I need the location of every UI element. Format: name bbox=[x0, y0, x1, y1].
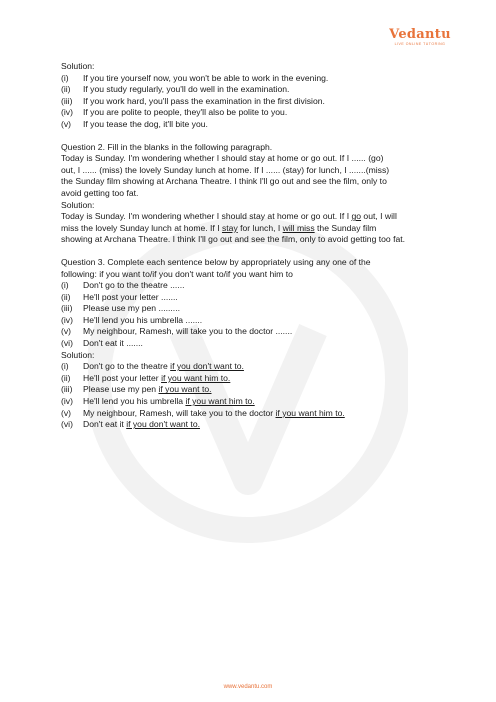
q1-solution-heading: Solution: bbox=[61, 61, 95, 71]
list-item: (i) Don't go to the theatre if you don't want to. bbox=[61, 361, 244, 372]
list-item: (iii) If you work hard, you'll pass the examination in the first division. bbox=[61, 95, 325, 106]
q2-paragraph-line: Today is Sunday. I'm wondering whether I should stay at home or go out. If I ...... (go) bbox=[61, 153, 384, 164]
q2-solution-line: miss the lovely Sunday lunch at home. If I stay for lunch, I will miss the Sunday film bbox=[61, 222, 377, 233]
q3-heading: following: if you want to/if you don't want to/if you want him to bbox=[61, 268, 293, 279]
list-item: (v) If you tease the dog, it'll bite you. bbox=[61, 118, 208, 129]
q2-paragraph-line: the Sunday film showing at Archana Theatre. I think I'll go out and see the film, only to bbox=[61, 176, 387, 187]
q2-solution-line: showing at Archana Theatre. I think I'll go out and see the film, only to avoid getting too fat. bbox=[61, 234, 406, 245]
q2-paragraph-line: out, I ...... (miss) the lovely Sunday lunch at home. If I ...... (stay) for lunch, I .......(miss) bbox=[61, 164, 390, 175]
q2-paragraph-line: avoid getting too fat. bbox=[61, 187, 139, 198]
list-item: (v) My neighbour, Ramesh, will take you to the doctor ....... bbox=[61, 326, 293, 337]
q3-solution-heading: Solution: bbox=[61, 349, 95, 360]
list-item: (ii) He'll post your letter if you want him to. bbox=[61, 372, 231, 383]
list-item: (iv) If you are polite to people, they'll also be polite to you. bbox=[61, 107, 288, 118]
logo-tagline: LIVE ONLINE TUTORING bbox=[394, 42, 446, 46]
list-item: (ii) If you study regularly, you'll do well in the examination. bbox=[61, 84, 290, 95]
list-item: (iii) Please use my pen ......... bbox=[61, 303, 180, 314]
list-item: (i) If you tire yourself now, you won't be able to work in the evening. bbox=[61, 72, 329, 83]
list-item: (vi) Don't eat it if you don't want to. bbox=[61, 419, 200, 430]
list-item: (iii) Please use my pen if you want to. bbox=[61, 384, 212, 395]
list-item: (i) Don't go to the theatre ...... bbox=[61, 280, 185, 291]
q2-solution-line: Today is Sunday. I'm wondering whether I should stay at home or go out. If I go out, I will bbox=[61, 211, 397, 222]
list-item: (iv) He'll lend you his umbrella ....... bbox=[61, 314, 203, 325]
logo-brand: Vedantu bbox=[389, 27, 451, 42]
q2-heading: Question 2. Fill in the blanks in the following paragraph. bbox=[61, 141, 273, 152]
list-item: (iv) He'll lend you his umbrella if you want him to. bbox=[61, 396, 255, 407]
q3-heading: Question 3. Complete each sentence below by appropriately using any one of the bbox=[61, 256, 371, 267]
q2-solution-heading: Solution: bbox=[61, 199, 95, 210]
vedantu-logo bbox=[384, 28, 456, 47]
list-item: (v) My neighbour, Ramesh, will take you to the doctor if you want him to. bbox=[61, 407, 345, 418]
footer-url[interactable]: www.vedantu.com bbox=[223, 684, 273, 690]
list-item: (vi) Don't eat it ....... bbox=[61, 338, 143, 349]
list-item: (ii) He'll post your letter ....... bbox=[61, 291, 178, 302]
document-body bbox=[61, 61, 441, 431]
